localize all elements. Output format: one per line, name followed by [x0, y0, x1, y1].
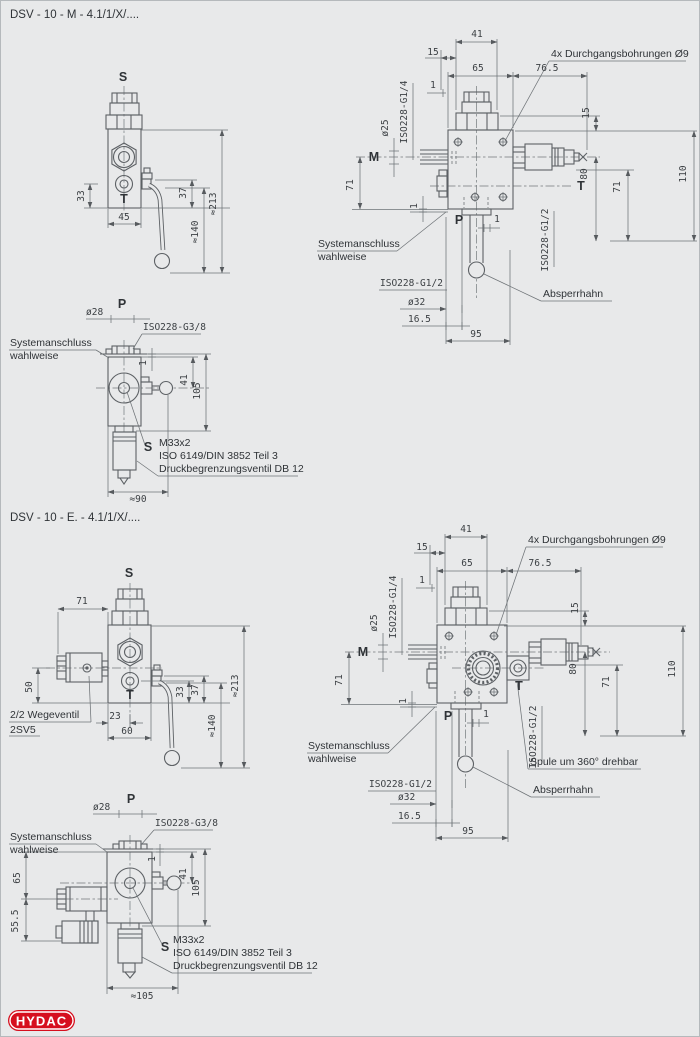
- hydac-logo-text: HYDAC: [15, 1013, 68, 1029]
- port-p-label: P: [454, 213, 464, 227]
- dsv-10-m-top-view: [317, 29, 697, 345]
- callout-system-connection-2: wahlweise: [10, 844, 59, 856]
- thread-m33x2: M33x2: [173, 934, 205, 946]
- mounting-holes: [453, 137, 508, 202]
- port-thread-marks: [452, 151, 488, 208]
- dim-16-5: 16.5: [398, 811, 421, 822]
- dsv-10-e-bottom-view: [9, 792, 318, 1002]
- dim-140: ≈140: [207, 714, 218, 738]
- dim-110: 110: [678, 165, 689, 183]
- dim-width-105: ≈105: [130, 991, 154, 1002]
- valve-body-front: [106, 93, 152, 208]
- dim-105: 105: [192, 382, 203, 400]
- dim-1: 1: [147, 856, 158, 862]
- dim-33: 33: [76, 190, 87, 202]
- mounting-holes: [444, 631, 499, 697]
- port-t-label: T: [577, 179, 585, 193]
- thread-iso228-g38: ISO228-G3/8: [143, 322, 206, 333]
- dim-dia28: ø28: [86, 307, 104, 318]
- dsv-10-m-front-view: [76, 70, 230, 273]
- dim-50: 50: [24, 681, 35, 693]
- thread-iso228-g12-vert: ISO228-G1/2: [528, 705, 539, 769]
- callout-system-connection-1: Systemanschluss: [10, 831, 92, 843]
- port-m-label: M: [368, 150, 380, 164]
- port-s-label: S: [118, 70, 128, 84]
- dim-71: 71: [76, 596, 88, 607]
- thread-iso228-g14: ISO228-G1/4: [399, 80, 410, 144]
- dim-dia25: ø25: [369, 614, 380, 632]
- solenoid-valve-side: [56, 887, 107, 943]
- callout-system-connection-1: Systemanschluss: [308, 740, 390, 752]
- thread-iso228-g12-horiz: ISO228-G1/2: [369, 779, 432, 790]
- port-t-label: T: [515, 679, 523, 693]
- standard-iso6149: ISO 6149/DIN 3852 Teil 3: [159, 450, 278, 462]
- callout-system-connection-2: wahlweise: [318, 251, 367, 263]
- dim-105: 105: [191, 879, 202, 897]
- thread-iso228-g12-vert: ISO228-G1/2: [540, 208, 551, 272]
- dim-1-bottom: 1: [483, 709, 489, 720]
- dim-213: ≈213: [230, 674, 241, 698]
- dim-1-left: 1: [398, 698, 409, 704]
- db12-cartridge: [118, 923, 142, 978]
- callout-pressure-relief-db12: Druckbegrenzungsventil DB 12: [173, 960, 318, 972]
- callout-shutoff-valve: Absperrhahn: [533, 784, 594, 796]
- dim-41: 41: [178, 868, 189, 880]
- port-s-label: S: [143, 440, 153, 454]
- dim-95: 95: [462, 826, 474, 837]
- dim-71-left: 71: [345, 179, 356, 191]
- callout-pressure-relief-db12: Druckbegrenzungsventil DB 12: [159, 463, 304, 475]
- dim-95: 95: [470, 329, 482, 340]
- dim-1-bottom: 1: [494, 214, 500, 225]
- dim-55-5: 55.5: [10, 909, 21, 933]
- thread-iso228-g14: ISO228-G1/4: [388, 575, 399, 639]
- dim-1: 1: [138, 360, 149, 366]
- port-s-label: S: [160, 940, 170, 954]
- dim-dia32: ø32: [408, 297, 426, 308]
- dim-71-right: 71: [601, 676, 612, 688]
- dim-41: 41: [179, 374, 190, 386]
- dim-71-right: 71: [612, 181, 623, 193]
- dim-71-left: 71: [334, 674, 345, 686]
- callout-system-connection-2: wahlweise: [10, 350, 59, 362]
- dim-140: ≈140: [190, 220, 201, 244]
- port-p-label: P: [126, 792, 136, 806]
- callout-system-connection-1: Systemanschluss: [10, 337, 92, 349]
- dim-76-5: 76.5: [535, 63, 559, 74]
- thread-m33x2: M33x2: [159, 437, 191, 449]
- port-t-label: T: [120, 192, 128, 206]
- callout-leaders: [317, 61, 686, 301]
- dim-33: 33: [175, 686, 186, 698]
- hydac-logo: [8, 1010, 75, 1031]
- dsv-10-e-front-view: [9, 566, 250, 768]
- dim-15: 15: [416, 542, 428, 553]
- ball-handle: [149, 185, 170, 269]
- dim-65: 65: [472, 63, 484, 74]
- dim-1-top: 1: [430, 80, 436, 91]
- thread-iso228-g38: ISO228-G3/8: [155, 818, 218, 829]
- dsv-10-m-bottom-view: [9, 297, 304, 505]
- dim-16-5: 16.5: [408, 314, 431, 325]
- dim-60: 60: [121, 726, 133, 737]
- dim-65: 65: [461, 558, 473, 569]
- dim-41: 41: [471, 29, 483, 40]
- port-s-label: S: [124, 566, 134, 580]
- callout-system-connection-1: Systemanschluss: [318, 238, 400, 250]
- callout-2sv5: 2SV5: [10, 724, 36, 736]
- port-m-label: M: [357, 645, 369, 659]
- valve-body-top: [437, 92, 513, 263]
- dim-15-right: 15: [570, 602, 581, 614]
- callout-system-connection-2: wahlweise: [308, 753, 357, 765]
- dim-110: 110: [667, 660, 678, 678]
- valve-body-front: [108, 589, 162, 703]
- dim-dia32: ø32: [398, 792, 416, 803]
- shutoff-ball: [469, 262, 485, 278]
- port-t-label: T: [126, 688, 134, 702]
- callout-directional-valve: 2/2 Wegeventil: [10, 709, 80, 721]
- dim-213: ≈213: [208, 192, 219, 216]
- dim-dia28: ø28: [93, 802, 111, 813]
- dim-width-90: ≈90: [129, 494, 147, 505]
- dim-80: 80: [568, 663, 579, 675]
- shutoff-ball: [458, 756, 474, 772]
- db12-cartridge: [113, 426, 136, 484]
- dim-41: 41: [460, 524, 472, 535]
- dim-37: 37: [190, 684, 201, 696]
- dim-80: 80: [579, 168, 590, 180]
- dim-15: 15: [427, 47, 439, 58]
- valve-body-bottom: [103, 841, 168, 923]
- dim-65: 65: [12, 872, 23, 884]
- thread-iso228-g12-horiz: ISO228-G1/2: [380, 278, 443, 289]
- dim-15-right: 15: [581, 107, 592, 119]
- dim-23: 23: [109, 711, 121, 722]
- callout-rotatable-coil: Spule um 360° drehbar: [530, 756, 639, 768]
- port-p-label: P: [443, 709, 453, 723]
- solenoid-valve-2sv5: [57, 653, 108, 682]
- dsv-10-e-top-view: [307, 524, 686, 842]
- shutoff-ball-side: [160, 382, 173, 395]
- dim-76-5: 76.5: [528, 558, 552, 569]
- dim-45: 45: [118, 212, 130, 223]
- callout-through-holes: 4x Durchgangsbohrungen Ø9: [528, 534, 666, 546]
- dim-1-left: 1: [409, 203, 420, 209]
- title-dsv-10-m: DSV - 10 - M - 4.1/1/X/....: [10, 9, 140, 21]
- standard-iso6149: ISO 6149/DIN 3852 Teil 3: [173, 947, 292, 959]
- title-dsv-10-e: DSV - 10 - E. - 4.1/1/X/....: [10, 512, 141, 524]
- callout-through-holes: 4x Durchgangsbohrungen Ø9: [551, 48, 689, 60]
- callout-shutoff-valve: Absperrhahn: [543, 288, 604, 300]
- port-p-label: P: [117, 297, 127, 311]
- dim-dia25: ø25: [380, 119, 391, 137]
- dim-37: 37: [178, 187, 189, 199]
- dim-1-top: 1: [419, 575, 425, 586]
